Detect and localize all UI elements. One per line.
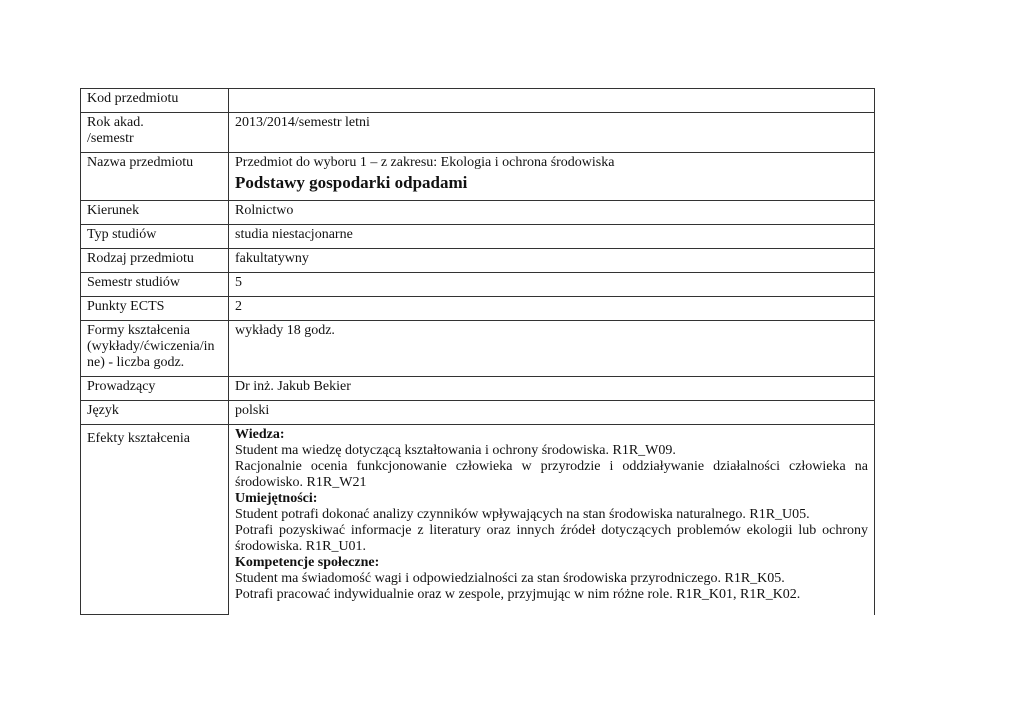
row-efekty-ksztalcenia <box>81 425 875 615</box>
kompetencje-item-1: Student ma świadomość wagi i odpowiedzialności za stan środowiska przyrodniczego. R1R_K05. <box>235 571 785 586</box>
value-kierunek: Rolnictwo <box>229 201 875 225</box>
value-semestr-studiow: 5 <box>229 273 875 297</box>
umiejetnosci-item-1: Student potrafi dokonać analizy czynników wpływających na stan środowiska naturalnego. R1R_U05. <box>235 507 810 522</box>
value-kod-przedmiotu <box>229 89 875 113</box>
kompetencje-item-2: Potrafi pracować indywidualnie oraz w zespole, przyjmując w nim różne role. R1R_K01, R1R_K02. <box>235 587 801 602</box>
heading-umiejetnosci: Umiejętności: <box>235 491 318 506</box>
row-kierunek <box>81 201 875 225</box>
label-kierunek: Kierunek <box>81 201 229 225</box>
umiejetnosci-item-2: Potrafi pozyskiwać informacje z literatury oraz innych źródeł dotyczących problemów ekologii lub ochrony środowiska. R1R_U01. <box>235 523 868 554</box>
label-rok-line1: Rok akad. <box>87 115 144 130</box>
label-prowadzacy: Prowadzący <box>81 377 229 401</box>
label-rok-akademicki <box>81 113 229 153</box>
syllabus-table <box>80 88 875 615</box>
value-rodzaj-przedmiotu: fakultatywny <box>229 249 875 273</box>
row-kod-przedmiotu <box>81 89 875 113</box>
syllabus-page <box>80 88 872 615</box>
row-punkty-ects <box>81 297 875 321</box>
label-formy-line1: Formy kształcenia <box>87 323 191 338</box>
row-semestr-studiow <box>81 273 875 297</box>
row-rok-akademicki <box>81 113 875 153</box>
value-typ-studiow: studia niestacjonarne <box>229 225 875 249</box>
label-formy-line3: ne) - liczba godz. <box>87 355 185 370</box>
row-jezyk <box>81 401 875 425</box>
label-jezyk: Język <box>81 401 229 425</box>
heading-kompetencje: Kompetencje społeczne: <box>235 555 380 570</box>
label-efekty-ksztalcenia: Efekty kształcenia <box>81 425 229 615</box>
course-title: Podstawy gospodarki odpadami <box>235 173 468 192</box>
label-semestr-studiow: Semestr studiów <box>81 273 229 297</box>
value-efekty-ksztalcenia <box>229 425 875 615</box>
row-nazwa-przedmiotu <box>81 153 875 201</box>
label-rok-line2: /semestr <box>87 131 134 146</box>
wiedza-item-1: Student ma wiedzę dotyczącą kształtowania i ochrony środowiska. R1R_W09. <box>235 443 676 458</box>
wiedza-item-2: Racjonalnie ocenia funkcjonowanie człowieka w przyrodzie i oddziaływanie działalności człowieka na środowisko. R1R_W21 <box>235 459 868 490</box>
value-rok-akademicki: 2013/2014/semestr letni <box>229 113 875 153</box>
value-jezyk: polski <box>229 401 875 425</box>
label-punkty-ects: Punkty ECTS <box>81 297 229 321</box>
value-prowadzacy: Dr inż. Jakub Bekier <box>229 377 875 401</box>
course-subtitle: Przedmiot do wyboru 1 – z zakresu: Ekologia i ochrona środowiska <box>235 155 615 170</box>
value-punkty-ects: 2 <box>229 297 875 321</box>
value-formy-ksztalcenia: wykłady 18 godz. <box>229 321 875 377</box>
row-rodzaj-przedmiotu <box>81 249 875 273</box>
heading-wiedza: Wiedza: <box>235 427 285 442</box>
label-formy-ksztalcenia <box>81 321 229 377</box>
row-prowadzacy <box>81 377 875 401</box>
label-rodzaj-przedmiotu: Rodzaj przedmiotu <box>81 249 229 273</box>
label-kod-przedmiotu: Kod przedmiotu <box>81 89 229 113</box>
label-formy-line2: (wykłady/ćwiczenia/in <box>87 339 215 354</box>
label-nazwa-przedmiotu: Nazwa przedmiotu <box>81 153 229 201</box>
row-formy-ksztalcenia <box>81 321 875 377</box>
label-typ-studiow: Typ studiów <box>81 225 229 249</box>
value-nazwa-przedmiotu <box>229 153 875 201</box>
row-typ-studiow <box>81 225 875 249</box>
